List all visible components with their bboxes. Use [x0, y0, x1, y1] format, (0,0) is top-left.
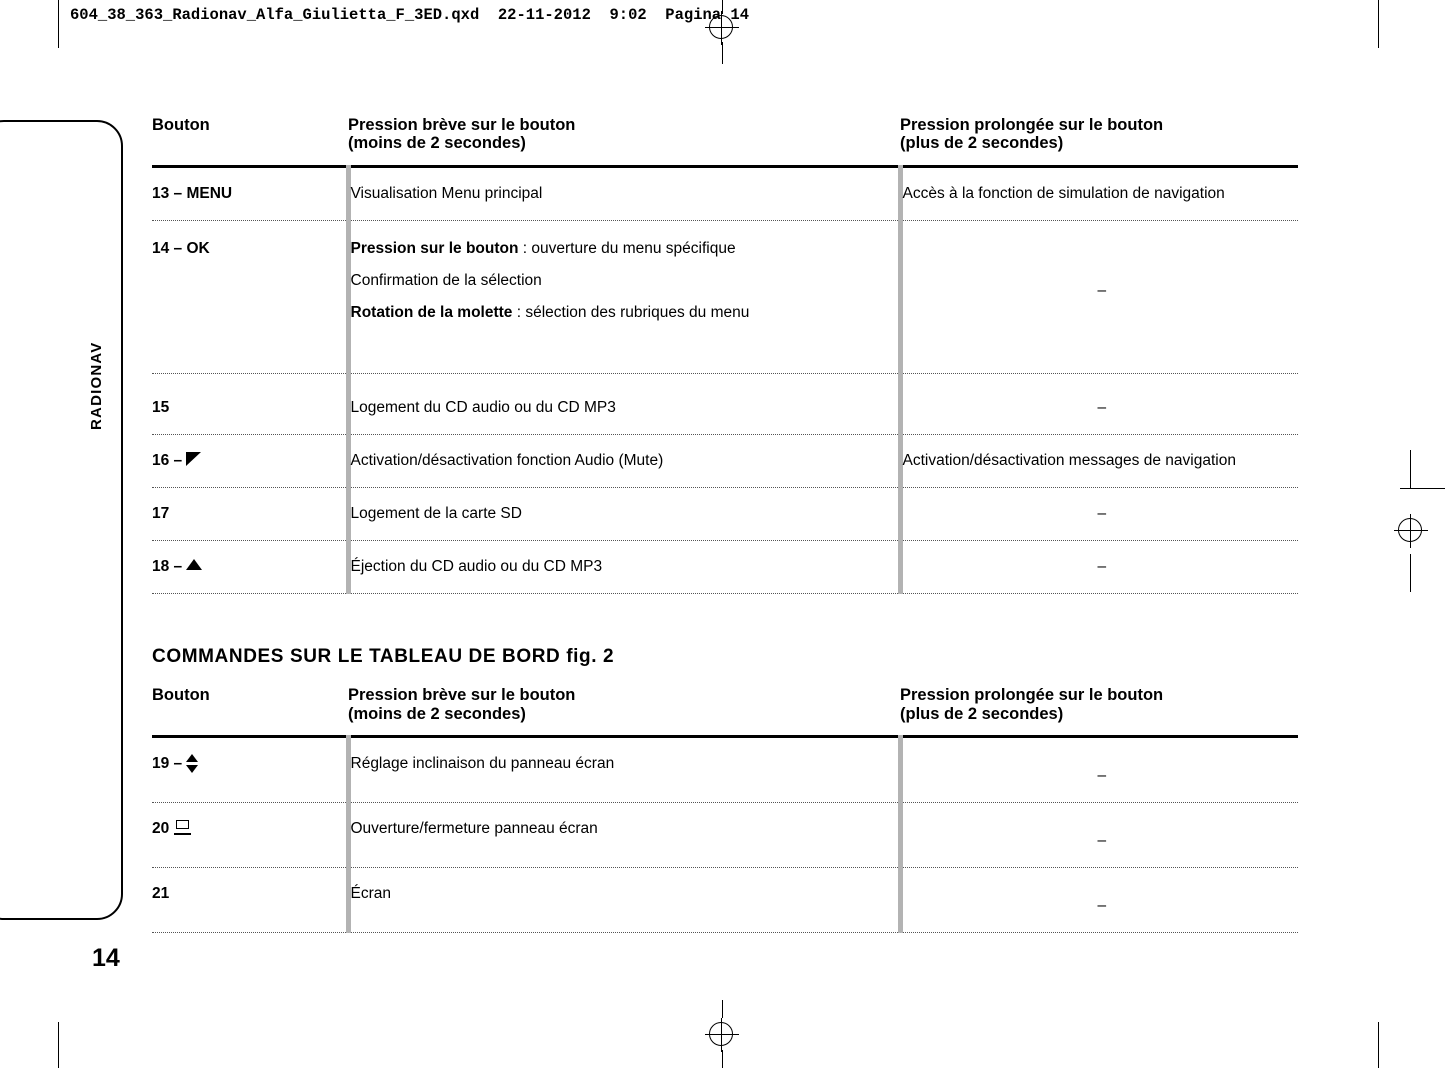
table-row [152, 435, 1298, 488]
crop-mark-right-vertical-lower [1410, 554, 1411, 592]
crop-mark-top-left-vertical [58, 0, 59, 48]
mute-flag-icon [186, 452, 203, 467]
crop-mark-bottom-center-vertical-lower [722, 1050, 723, 1068]
table1-header-short-press-line2: (moins de 2 secondes) [348, 134, 526, 153]
row-button-19 [152, 737, 348, 803]
table1-header-row [152, 112, 1298, 166]
row-short-14-line3-bold: Rotation de la molette [350, 303, 513, 321]
row-button-20 [152, 803, 348, 868]
controls-table-1 [152, 112, 1298, 594]
table-row [152, 488, 1298, 541]
row-button-20-prefix: 20 [152, 820, 174, 838]
page-number: 14 [92, 944, 120, 972]
row-short-14-line1-rest: : ouverture du menu spécifique [518, 239, 736, 257]
row-button-18-prefix: 18 – [152, 558, 187, 576]
chapter-label: RADIONAV [88, 341, 105, 430]
crop-mark-right-horizontal [1400, 488, 1445, 489]
table2-header-button: Bouton [152, 686, 210, 705]
row-button-15: 15 [152, 374, 348, 435]
table-row [152, 220, 1298, 373]
table2-header-row [152, 682, 1298, 736]
crop-mark-bottom-left-vertical [58, 1022, 59, 1068]
table2-header-short-press [348, 682, 900, 736]
row-short-20: Ouverture/fermeture panneau écran [348, 803, 900, 868]
table-row [152, 737, 1298, 803]
row-short-21: Écran [348, 868, 900, 933]
table2-header-short-press-line2: (moins de 2 secondes) [348, 704, 526, 723]
row-short-14-line1-bold: Pression sur le bouton [350, 239, 519, 257]
row-short-14-line3 [351, 301, 886, 325]
table1-header-long-press-line1: Pression prolongée sur le bouton [900, 116, 1164, 134]
row-short-19: Réglage inclinaison du panneau écran [348, 737, 900, 803]
table-row [152, 166, 1298, 220]
table1-header-button: Bouton [152, 116, 210, 134]
row-button-16-prefix: 16 – [152, 452, 187, 470]
row-long-19: – [900, 737, 1298, 803]
row-short-18: Éjection du CD audio ou du CD MP3 [348, 541, 900, 594]
row-short-14-line3-rest: : sélection des rubriques du menu [512, 303, 750, 321]
table2-header-long-press [900, 682, 1298, 736]
row-button-17: 17 [152, 488, 348, 541]
registration-mark-right [1394, 514, 1428, 548]
row-button-21: 21 [152, 868, 348, 933]
row-long-13: Accès à la fonction de simulation de navigation [900, 166, 1298, 220]
row-button-14: 14 – OK [152, 220, 348, 373]
table1-header-short-press [348, 112, 900, 166]
table1-header-short-press-line1: Pression brève sur le bouton [348, 116, 576, 134]
row-short-14-line2: Confirmation de la sélection [350, 271, 542, 289]
table-row [152, 803, 1298, 868]
crop-mark-right-vertical-upper [1410, 450, 1411, 488]
screen-panel-icon [174, 820, 191, 835]
eject-triangle-icon [186, 559, 202, 570]
table-row [152, 541, 1298, 594]
crop-mark-top-right-vertical [1378, 0, 1379, 48]
row-button-16 [152, 435, 348, 488]
up-down-arrows-icon [186, 754, 198, 773]
row-short-13: Visualisation Menu principal [348, 166, 900, 220]
table2-header-long-press-line2: (plus de 2 secondes) [900, 704, 1064, 723]
table-row [152, 868, 1298, 933]
registration-mark-bottom-center [705, 1018, 739, 1052]
row-short-14-line1 [351, 237, 886, 261]
crop-mark-bottom-center-vertical [722, 1000, 723, 1018]
table2-header-long-press-line1: Pression prolongée sur le bouton [900, 686, 1164, 705]
section-title-dashboard-controls: COMMANDES SUR LE TABLEAU DE BORD fig. 2 [152, 646, 615, 668]
row-long-16: Activation/désactivation messages de navigation [900, 435, 1298, 488]
row-long-18: – [900, 541, 1298, 594]
row-short-15: Logement du CD audio ou du CD MP3 [348, 374, 900, 435]
row-button-13: 13 – MENU [152, 166, 348, 220]
crop-mark-bottom-right-vertical [1378, 1022, 1379, 1068]
controls-table-2 [152, 682, 1298, 933]
table1-header-long-press-line2: (plus de 2 secondes) [900, 134, 1064, 153]
row-long-20: – [900, 803, 1298, 868]
row-button-18 [152, 541, 348, 594]
row-short-14 [348, 220, 900, 373]
row-long-14: – [900, 220, 1298, 373]
row-button-19-prefix: 19 – [152, 755, 187, 772]
row-long-17: – [900, 488, 1298, 541]
page-content [152, 112, 1298, 933]
row-short-16: Activation/désactivation fonction Audio (Mute) [348, 435, 900, 488]
row-long-15: – [900, 374, 1298, 435]
crop-mark-top-center-vertical-lower [722, 42, 723, 64]
row-long-21: – [900, 868, 1298, 933]
table1-header-long-press [900, 112, 1298, 166]
row-short-17: Logement de la carte SD [348, 488, 900, 541]
print-file-header: 604_38_363_Radionav_Alfa_Giulietta_F_3ED.qxd 22-11-2012 9:02 Pagina 14 [70, 6, 750, 24]
table2-header-short-press-line1: Pression brève sur le bouton [348, 686, 576, 705]
table-row [152, 374, 1298, 435]
